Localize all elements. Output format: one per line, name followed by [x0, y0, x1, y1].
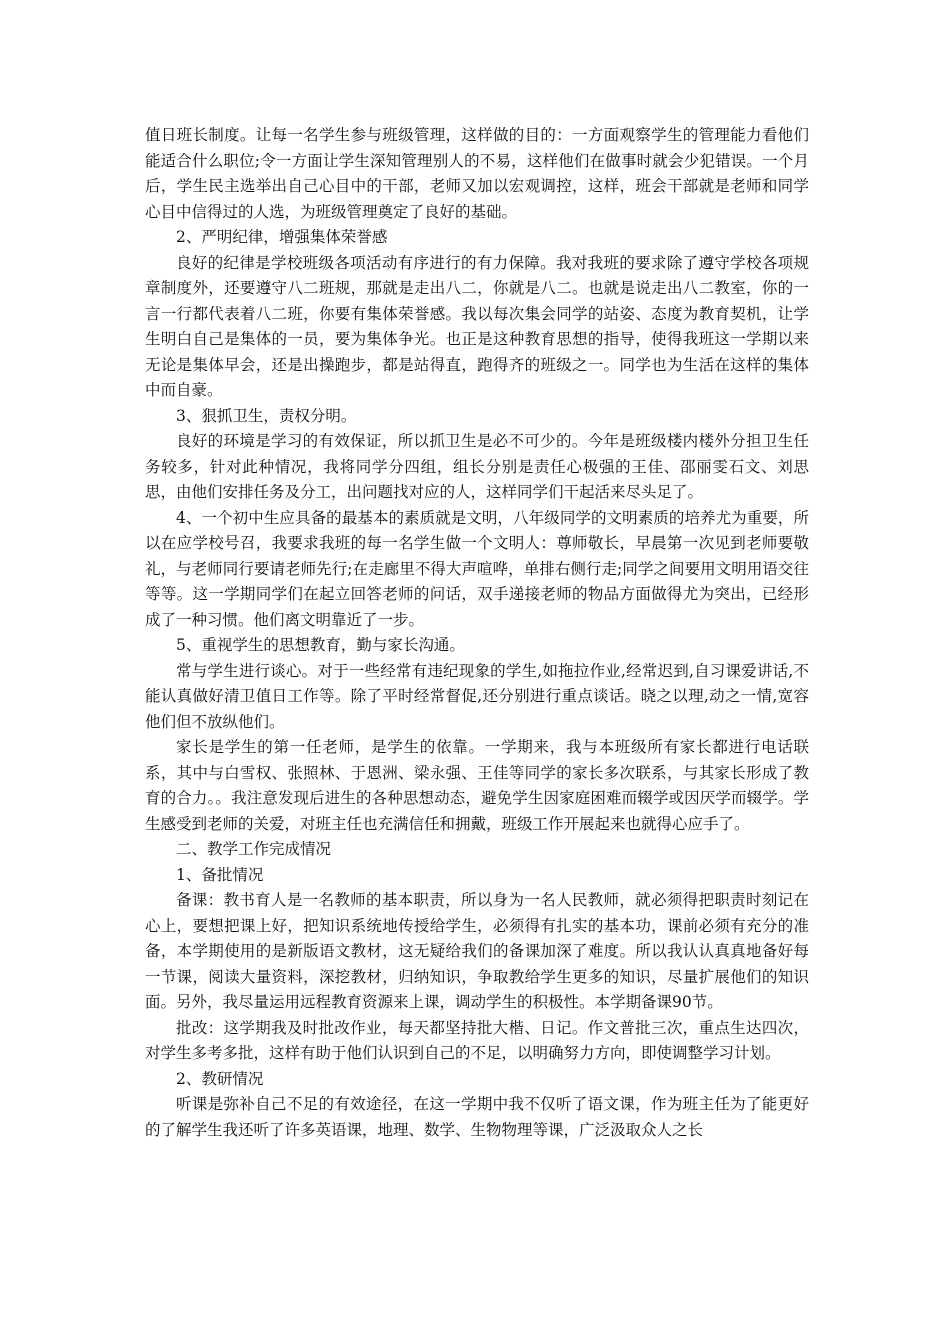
paragraph-parents: 家长是学生的第一任老师，是学生的依靠。一学期来，我与本班级所有家长都进行电话联系，其中与白雪权、张照林、于恩洲、梁永强、王佳等同学的家长多次联系，与其家长形成了教育的合力。。我注意发现后进生的各种思想动态，避免学生因家庭困难而辍学或因厌学而辍学。学生感受到老师的关爱，对班主任也充满信任和拥戴，班级工作开展起来也就得心应手了。	[145, 738, 809, 833]
heading-lesson-prep: 1、备批情况	[176, 865, 264, 884]
heading-discipline: 2、严明纪律，增强集体荣誉感	[176, 228, 388, 246]
paragraph-talks: 常与学生进行谈心。对于一些经常有违纪现象的学生,如拖拉作业,经常迟到,自习课爱讲话,不能认真做好清卫值日工作等。除了平时经常督促,还分别进行重点谈话。晓之以理,动之一情,宽容他们但不放纵他们。	[145, 661, 809, 731]
paragraph-duty-monitor: 值日班长制度。让每一名学生参与班级管理，这样做的目的：一方面观察学生的管理能力看他们能适合什么职位;令一方面让学生深知管理别人的不易，这样他们在做事时就会少犯错误。一个月后，学生民主选举出自己心目中的干部，老师又加以宏观调控，这样，班会干部就是老师和同学心目中信得过的人选，为班级管理奠定了良好的基础。	[145, 126, 809, 221]
document-page	[145, 123, 809, 1143]
paragraph-discipline: 良好的纪律是学校班级各项活动有序进行的有力保障。我对我班的要求除了遵守学校各项规章制度外，还要遵守八二班规，那就是走出八二，你就是八二。也就是说走出八二教室，你的一言一行都代表着八二班，你要有集体荣誉感。我以每次集会同学的站姿、态度为教育契机，让学生明白自己是集体的一员，要为集体争光。也正是这种教育思想的指导，使得我班这一学期以来无论是集体早会，还是出操跑步，都是站得直，跑得齐的班级之一。同学也为生活在这样的集体中而自豪。	[145, 253, 809, 399]
paragraph-observation: 听课是弥补自己不足的有效途径，在这一学期中我不仅听了语文课，作为班主任为了能更好的了解学生我还听了许多英语课，地理、数学、生物物理等课，广泛汲取众人之长	[145, 1095, 809, 1139]
heading-ideology: 5、重视学生的思想教育，勤与家长沟通。	[176, 636, 465, 654]
heading-hygiene: 3、狠抓卫生，责权分明。	[176, 406, 357, 425]
paragraph-lesson-prep: 备课：教书育人是一名教师的基本职责，所以身为一名人民教师，就必须得把职责时刻记在心上，要想把课上好，把知识系统地传授给学生，必须得有扎实的基本功，课前必须有充分的准备，本学期使用的是新版语文教材，这无疑给我们的备课加深了难度。所以我认认真真地备好每一节课，阅读大量资料，深挖教材，归纳知识，争取教给学生更多的知识，尽量扩展他们的知识面。另外，我尽量运用远程教育资源来上课，调动学生的积极性。本学期备课90节。	[145, 891, 809, 1011]
heading-teaching-research: 2、教研情况	[176, 1069, 264, 1088]
heading-teaching-work: 二、教学工作完成情况	[176, 840, 332, 858]
paragraph-hygiene: 良好的环境是学习的有效保证，所以抓卫生是必不可少的。今年是班级楼内楼外分担卫生任务较多，针对此种情况，我将同学分四组，组长分别是责任心极强的王佳、邵丽雯石文、刘思思，由他们安排任务及分工，出问题找对应的人，这样同学们干起活来尽头足了。	[145, 432, 809, 501]
paragraph-grading: 批改：这学期我及时批改作业，每天都坚持批大楷、日记。作文普批三次，重点生达四次，对学生多考多批，这样有助于他们认识到自己的不足，以明确努力方向，即使调整学习计划。	[145, 1018, 809, 1062]
paragraph-civility: 4、一个初中生应具备的最基本的素质就是文明，八年级同学的文明素质的培养尤为重要，所以在应学校号召，我要求我班的每一名学生做一个文明人：尊师敬长，早晨第一次见到老师要敬礼，与老师同行要请老师先行;在走廊里不得大声喧哗，单排右侧行走;同学之间要用文明用语交往等等。这一学期同学们在起立回答老师的问话，双手递接老师的物品方面做得尤为突出，已经形成了一种习惯。他们离文明靠近了一步。	[145, 508, 809, 629]
